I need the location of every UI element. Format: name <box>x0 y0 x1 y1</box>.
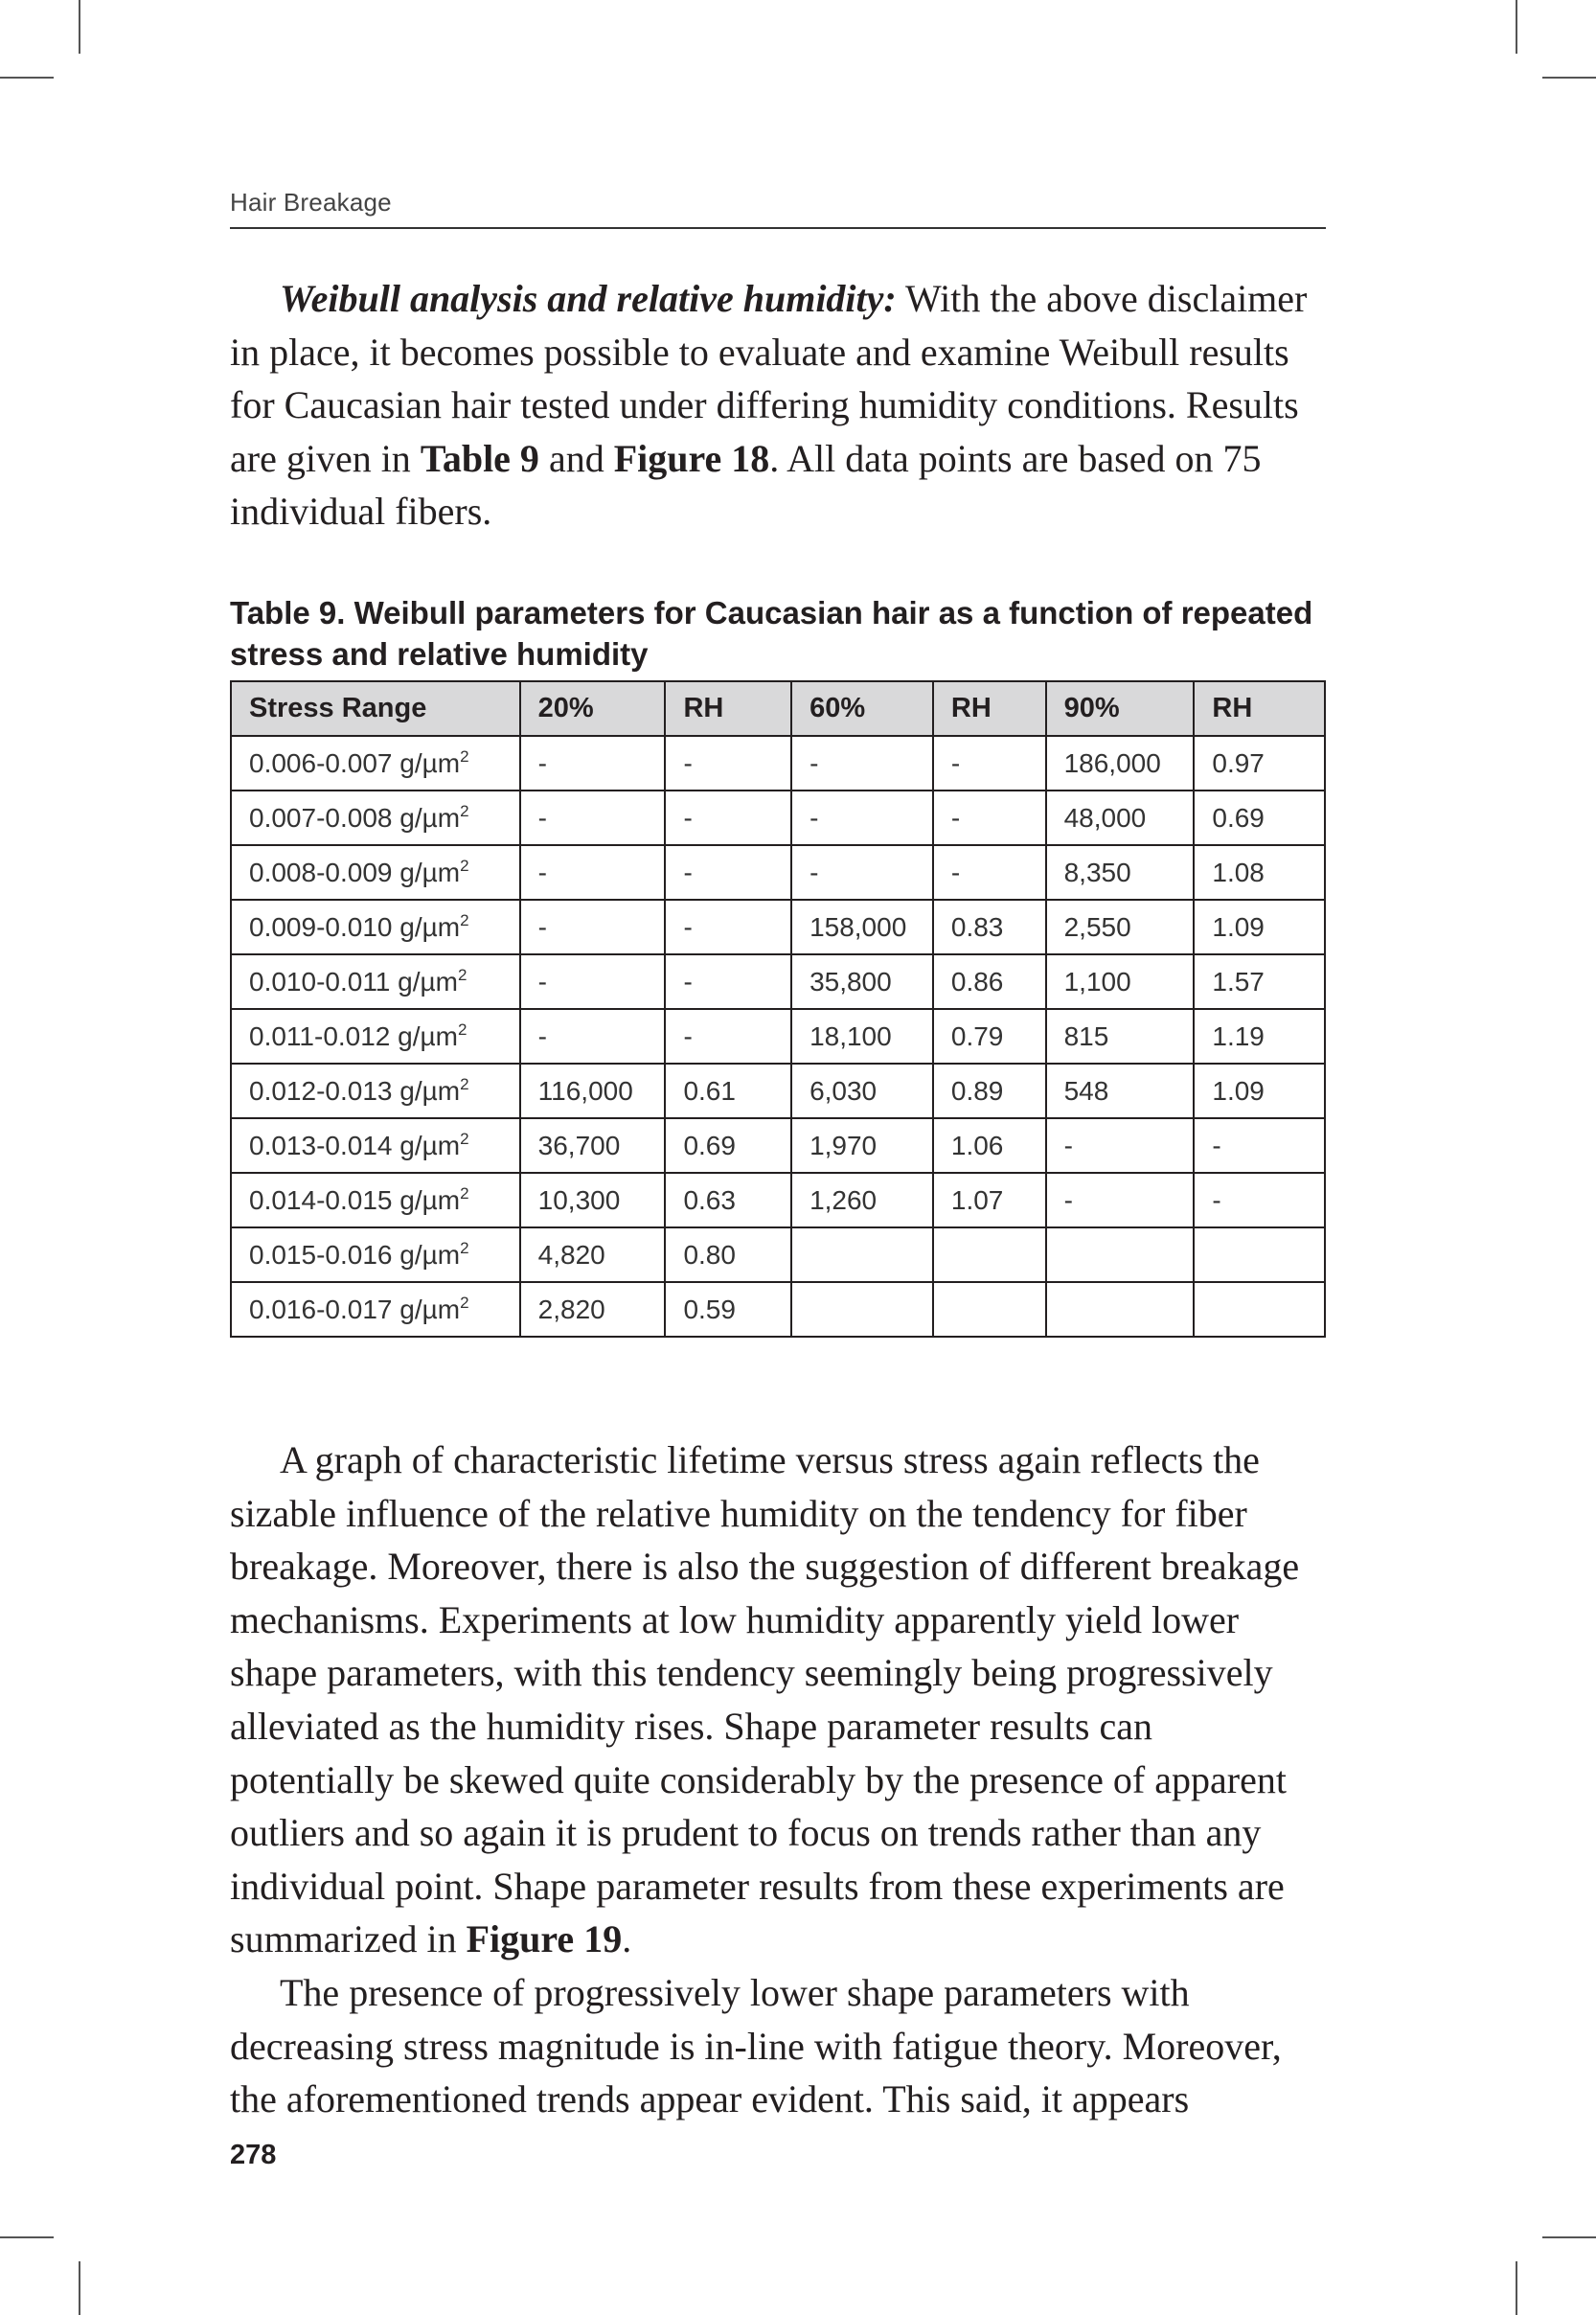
weibull-table <box>230 680 1326 1338</box>
table-cell: 186,000 <box>1046 736 1195 791</box>
stress-range-cell: 0.010-0.011 g/µm$^2$ <box>231 954 520 1009</box>
crop-mark <box>0 77 54 79</box>
table-cell: 10,300 <box>520 1173 666 1227</box>
graph-paragraph <box>230 1433 1326 1966</box>
table-cell: 8,350 <box>1046 845 1195 900</box>
table-cell: 0.80 <box>665 1227 791 1282</box>
column-header: Stress Range <box>231 681 520 736</box>
table-cell: 0.69 <box>1194 791 1325 845</box>
column-header: RH <box>933 681 1046 736</box>
table-cell: 6,030 <box>791 1064 933 1118</box>
table-cell: 1.57 <box>1194 954 1325 1009</box>
stress-range-cell: 0.006-0.007 g/µm$^2$ <box>231 736 520 791</box>
column-header: 60% <box>791 681 933 736</box>
table-cell: 0.61 <box>665 1064 791 1118</box>
table-cell <box>1046 1227 1195 1282</box>
stress-range-cell: 0.013-0.014 g/µm$^2$ <box>231 1118 520 1173</box>
table-cell: - <box>933 845 1046 900</box>
table-cell: 4,820 <box>520 1227 666 1282</box>
table-cell: - <box>520 954 666 1009</box>
figure-reference: Figure 19 <box>466 1917 623 1961</box>
table-cell: - <box>665 791 791 845</box>
column-header: 90% <box>1046 681 1195 736</box>
table-cell: 1,260 <box>791 1173 933 1227</box>
table-cell: 1.07 <box>933 1173 1046 1227</box>
table-cell: 158,000 <box>791 900 933 954</box>
table-cell: - <box>791 736 933 791</box>
table-cell: - <box>520 1009 666 1064</box>
table-cell: - <box>1046 1118 1195 1173</box>
table-cell: 1.09 <box>1194 900 1325 954</box>
table-cell: 2,550 <box>1046 900 1195 954</box>
intro-paragraph <box>230 272 1326 539</box>
intro-text: With the above disclaimer in place, it becomes possible to evaluate and examine Weibull results for Caucasian hair tested under differing humidity conditions. Results are given in <box>230 277 1308 480</box>
stress-range-cell: 0.007-0.008 g/µm$^2$ <box>231 791 520 845</box>
table-cell: 548 <box>1046 1064 1195 1118</box>
crop-mark <box>79 2261 80 2315</box>
table-cell: 815 <box>1046 1009 1195 1064</box>
table-cell: 0.97 <box>1194 736 1325 791</box>
table-cell <box>791 1227 933 1282</box>
crop-mark <box>0 2236 54 2238</box>
table-cell <box>1194 1282 1325 1337</box>
table-row <box>231 1009 1325 1064</box>
paragraph-text: . <box>622 1917 632 1961</box>
stress-range-cell: 0.012-0.013 g/µm$^2$ <box>231 1064 520 1118</box>
table-reference: Table 9 <box>420 436 539 480</box>
column-header: RH <box>665 681 791 736</box>
stress-range-cell: 0.009-0.010 g/µm$^2$ <box>231 900 520 954</box>
table-cell: - <box>665 900 791 954</box>
table-cell: 0.83 <box>933 900 1046 954</box>
table-cell: - <box>933 791 1046 845</box>
crop-mark <box>79 0 80 54</box>
table-cell: - <box>520 736 666 791</box>
intro-lead-in: Weibull analysis and relative humidity: <box>280 277 897 320</box>
stress-range-cell: 0.008-0.009 g/µm$^2$ <box>231 845 520 900</box>
table-cell: 1.08 <box>1194 845 1325 900</box>
table-row <box>231 1282 1325 1337</box>
table-row <box>231 954 1325 1009</box>
table-cell: - <box>665 954 791 1009</box>
column-header: RH <box>1194 681 1325 736</box>
table-row <box>231 1227 1325 1282</box>
table-cell <box>933 1227 1046 1282</box>
intro-text: and <box>538 436 614 480</box>
table-cell: - <box>1194 1118 1325 1173</box>
table-row <box>231 1173 1325 1227</box>
crop-mark <box>1542 77 1596 79</box>
table-cell: 1.06 <box>933 1118 1046 1173</box>
table-row <box>231 1118 1325 1173</box>
figure-reference: Figure 18 <box>613 436 770 480</box>
table-cell: - <box>665 845 791 900</box>
table-row <box>231 736 1325 791</box>
table-cell: 1.09 <box>1194 1064 1325 1118</box>
table-caption: Table 9. Weibull parameters for Caucasian hair as a function of repeated stress and relative humidity <box>230 595 1313 672</box>
body-paragraphs <box>230 1433 1326 2126</box>
table-row <box>231 845 1325 900</box>
crop-mark <box>1516 0 1517 54</box>
table-cell: 1,100 <box>1046 954 1195 1009</box>
table-cell <box>1046 1282 1195 1337</box>
table-cell: - <box>933 736 1046 791</box>
running-head: Hair Breakage <box>230 188 1326 229</box>
table-cell <box>1194 1227 1325 1282</box>
column-header: 20% <box>520 681 666 736</box>
table-cell: 18,100 <box>791 1009 933 1064</box>
table-cell: 0.63 <box>665 1173 791 1227</box>
table-row <box>231 1064 1325 1118</box>
table-cell: 0.59 <box>665 1282 791 1337</box>
table-cell: 116,000 <box>520 1064 666 1118</box>
table-cell: 0.69 <box>665 1118 791 1173</box>
table-cell: - <box>520 791 666 845</box>
table-cell: 35,800 <box>791 954 933 1009</box>
table-cell: - <box>1194 1173 1325 1227</box>
stress-range-cell: 0.015-0.016 g/µm$^2$ <box>231 1227 520 1282</box>
table-cell: - <box>665 736 791 791</box>
table-cell: - <box>1046 1173 1195 1227</box>
page-number: 278 <box>230 2140 277 2170</box>
intro-text: . All data points are based on 75 individual fibers. <box>230 436 1262 534</box>
stress-range-cell: 0.014-0.015 g/µm$^2$ <box>231 1173 520 1227</box>
table-cell <box>791 1282 933 1337</box>
table-cell: 1,970 <box>791 1118 933 1173</box>
paragraph-text: A graph of characteristic lifetime versus stress again reflects the sizable influence of the relative humidity on the tendency for fiber breakage. Moreover, there is also the suggestion of different breakage mechanisms. Experiments at low humidity apparently yield lower shape parameters, with this tendency seemingly being progressively alleviated as the humidity rises. Shape parameter results can potentially be skewed quite considerably by the presence of apparent outliers and so again it is prudent to focus on trends rather than any individual point. Shape parameter results from these experiments are summarized in <box>230 1438 1300 1961</box>
table-cell: - <box>520 845 666 900</box>
table-row <box>231 791 1325 845</box>
table-cell: - <box>791 791 933 845</box>
table-cell: 1.19 <box>1194 1009 1325 1064</box>
table-cell: 0.89 <box>933 1064 1046 1118</box>
table-cell: - <box>665 1009 791 1064</box>
theory-paragraph: The presence of progressively lower shape parameters with decreasing stress magnitude is in-line with fatigue theory. Moreover, the aforementioned trends appear evident. This said, it appears <box>230 1970 1282 2121</box>
crop-mark <box>1516 2261 1517 2315</box>
stress-range-cell: 0.016-0.017 g/µm$^2$ <box>231 1282 520 1337</box>
table-cell: 48,000 <box>1046 791 1195 845</box>
crop-mark <box>1542 2236 1596 2238</box>
table-cell: - <box>520 900 666 954</box>
table-cell <box>933 1282 1046 1337</box>
table-row <box>231 900 1325 954</box>
table-cell: 0.86 <box>933 954 1046 1009</box>
table-cell: 2,820 <box>520 1282 666 1337</box>
table-header-row <box>231 681 1325 736</box>
table-cell: - <box>791 845 933 900</box>
table-cell: 36,700 <box>520 1118 666 1173</box>
table-body <box>231 736 1325 1337</box>
table-cell: 0.79 <box>933 1009 1046 1064</box>
stress-range-cell: 0.011-0.012 g/µm$^2$ <box>231 1009 520 1064</box>
